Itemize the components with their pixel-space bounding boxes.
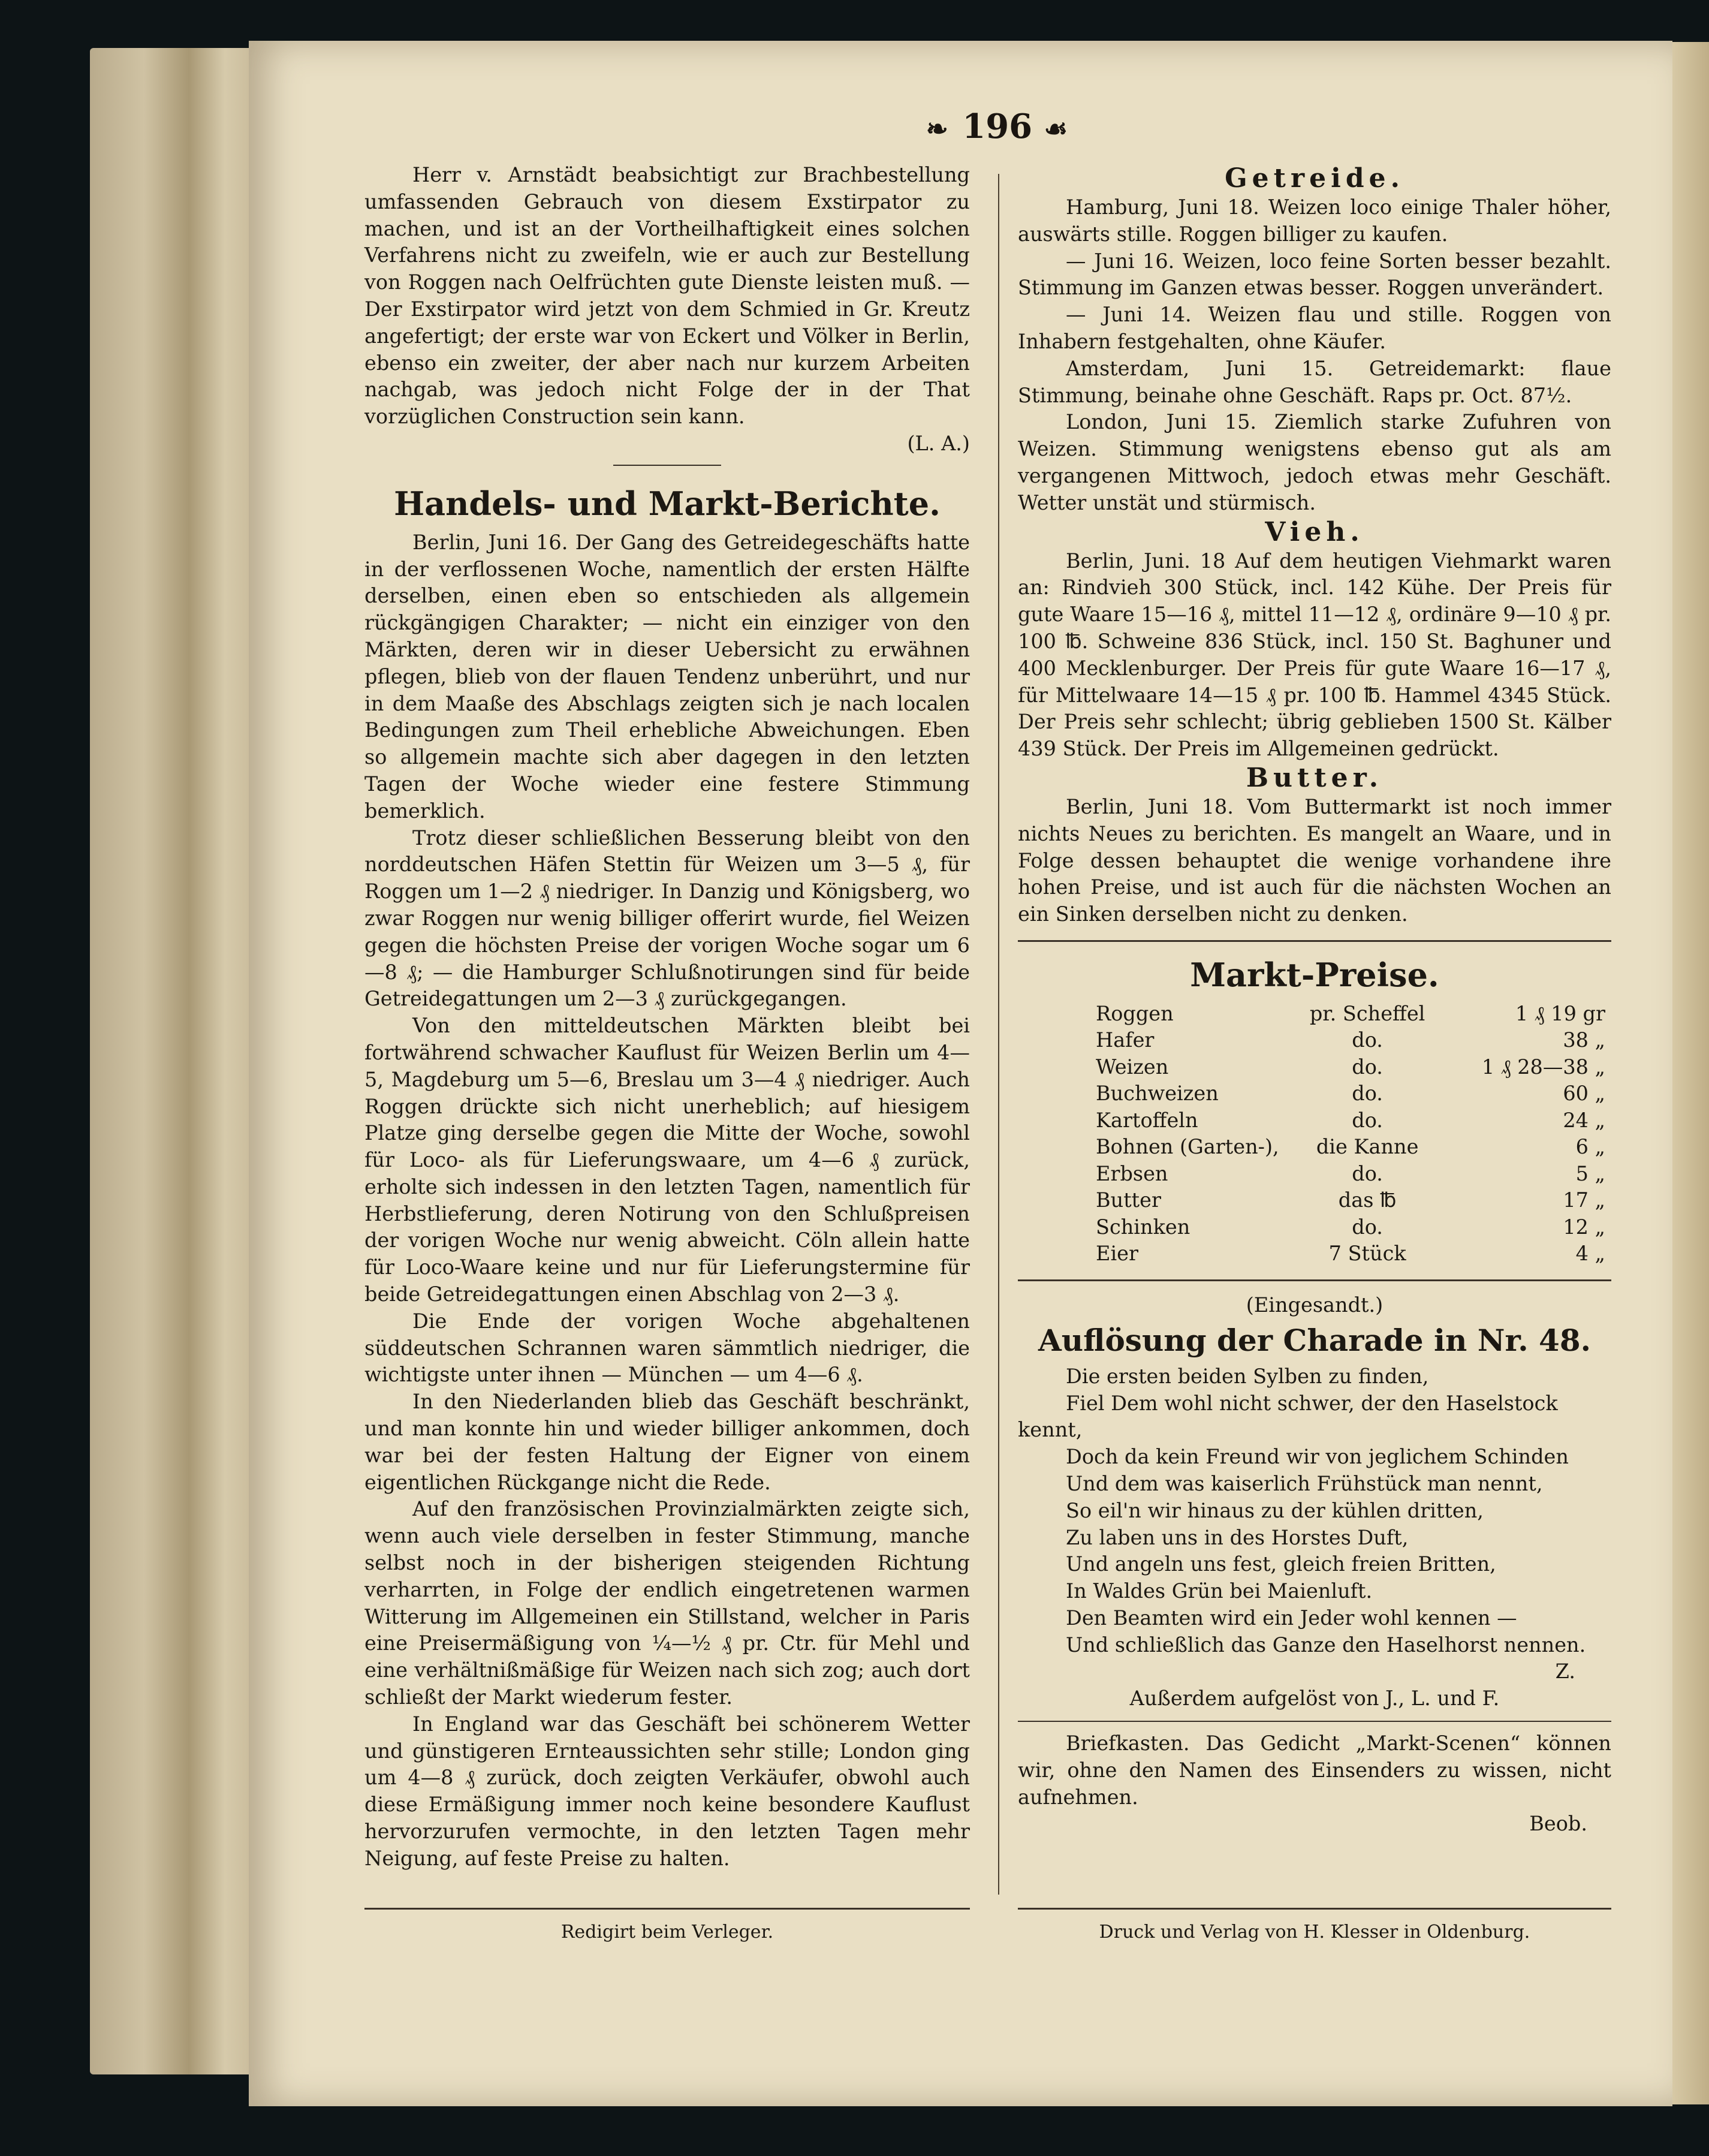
editor-footer: Redigirt beim Verleger. — [560, 1922, 774, 1943]
report-paragraph: Berlin, Juni 16. Der Gang des Getreidegeschäfts hatte in der verflossenen Woche, namentlich der ersten Hälfte derselben, einen eben so entschieden als allgemein rückgängigen Charakter; — nicht ein einziger von den Märkten, deren wir in dieser Uebersicht zu erwähnen pflegen, blieb von der flauen Tendenz unberührt, und nur in dem Maaße des Abschlags zeigten sich je nach localen Bedingungen zum Theil erhebliche Abweichungen. Eben so allgemein machte sich aber dagegen in den letzten Tagen der Woche wieder eine festere Stimmung bemerklich. — [364, 530, 970, 823]
price-price: 24 „ — [1563, 1108, 1605, 1132]
intro-signature: (L. A.) — [907, 431, 970, 455]
price-item: Kartoffeln — [1096, 1108, 1198, 1132]
price-unit: do. — [1352, 1161, 1383, 1185]
getreide-paragraph: Amsterdam, Juni 15. Getreidemarkt: flaue Stimmung, beinahe ohne Geschäft. Raps pr. Oct. 87½. — [1018, 356, 1611, 407]
price-row — [1090, 1054, 1611, 1081]
report-paragraph: Die Ende der vorigen Woche abgehaltenen süddeutschen Schrannen waren sämmtlich niedriger, die wichtigste unter ihnen — München — um 4—6 ₰. — [364, 1309, 970, 1387]
charade-line: Doch da kein Freund wir von jeglichem Schinden — [1066, 1445, 1569, 1469]
charade-line: Zu laben uns in des Horstes Duft, — [1066, 1525, 1409, 1549]
price-unit: do. — [1352, 1028, 1383, 1052]
briefkasten-signature: Beob. — [1529, 1812, 1587, 1836]
price-row — [1090, 1161, 1611, 1188]
price-item: Weizen — [1096, 1055, 1169, 1079]
charade-line: Fiel Dem wohl nicht schwer, der den Haselstock kennt, — [1018, 1391, 1558, 1442]
price-item: Schinken — [1096, 1215, 1190, 1239]
price-price: 17 „ — [1563, 1188, 1605, 1212]
short-divider — [613, 465, 721, 466]
price-item: Butter — [1096, 1188, 1161, 1212]
market-prices-table — [1090, 1001, 1611, 1267]
footer-rule — [364, 1908, 970, 1910]
price-unit: do. — [1352, 1082, 1383, 1106]
charade-poem — [1018, 1363, 1611, 1659]
price-price: 4 „ — [1575, 1242, 1605, 1266]
getreide-paragraph: — Juni 16. Weizen, loco feine Sorten besser bezahlt. Stimmung im Ganzen etwas besser. Roggen unverändert. — [1018, 249, 1611, 300]
report-paragraph: In den Niederlanden blieb das Geschäft beschränkt, und man konnte hin und wieder billiger ankommen, doch war bei der festen Haltung der Eigner von einem eigentlichen Rückgange nicht die Rede. — [364, 1390, 970, 1494]
butter-paragraph: Berlin, Juni 18. Vom Buttermarkt ist noch immer nichts Neues zu berichten. Es mangelt an Waare, und in Folge dessen behauptet die wenige vorhandene ihre hohen Preise, und ist auch für die nächsten Wochen an ein Sinken derselben nicht zu denken. — [1018, 794, 1611, 926]
charade-line: So eil'n wir hinaus zu der kühlen dritten, — [1066, 1498, 1484, 1522]
price-row — [1090, 1001, 1611, 1028]
section-divider — [1018, 940, 1611, 942]
section-heading: Handels- und Markt-Berichte. — [394, 484, 941, 523]
getreide-paragraph: London, Juni 15. Ziemlich starke Zufuhren von Weizen. Stimmung wenigstens ebenso gut als am vergangenen Mittwoch, jedoch etwas mehr Geschäft. Wetter unstät und stürmisch. — [1018, 410, 1611, 514]
getreide-heading: Getreide. — [1225, 163, 1404, 194]
report-paragraph: Auf den französischen Provinzialmärkten zeigte sich, wenn auch viele derselben in fester Stimmung, manche selbst noch in der bisherigen steigenden Richtung verharrten, in Folge der endlich eingetretenen warmen Witterung im Allgemeinen ein Stillstand, welcher in Paris eine Preisermäßigung von ¼—½ ₰ pr. Ctr. für Mehl und eine verhältnißmäßige für Weizen nach sich zog; auch dort schließt der Markt wiederum fester. — [364, 1497, 970, 1709]
price-price: 5 „ — [1575, 1161, 1605, 1185]
price-item: Bohnen (Garten-), — [1096, 1135, 1279, 1159]
vieh-paragraph: Berlin, Juni. 18 Auf dem heutigen Viehmarkt waren an: Rindvieh 300 Stück, incl. 142 Kühe. Der Preis für gute Waare 15—16 ₰, mittel 11—12 ₰, ordinäre 9—10 ₰ pr. 100 ℔. Schweine 836 Stück, incl. 150 St. Baghuner und 400 Mecklenburger. Der Preis für gute Waare 16—17 ₰, für Mittelwaare 14—15 ₰ pr. 100 ℔. Hammel 4345 Stück. Der Preis sehr schlecht; übrig geblieben 1500 St. Kälber 439 Stück. Der Preis im Allgemeinen gedrückt. — [1018, 549, 1611, 761]
briefkasten-paragraph: Briefkasten. Das Gedicht „Markt-Scenen“ können wir, ohne den Namen des Einsenders zu wissen, nicht aufnehmen. — [1018, 1732, 1611, 1809]
charade-line: Und angeln uns fest, gleich freien Britten, — [1066, 1552, 1496, 1576]
price-unit: pr. Scheffel — [1309, 1001, 1425, 1025]
price-item: Eier — [1096, 1242, 1139, 1266]
price-unit: die Kanne — [1316, 1135, 1419, 1159]
eingesandt-label: (Eingesandt.) — [1246, 1293, 1384, 1317]
report-paragraph: Trotz dieser schließlichen Besserung bleibt von den norddeutschen Häfen Stettin für Weizen um 3—5 ₰, für Roggen um 1—2 ₰ niedriger. In Danzig und Königsberg, wo zwar Roggen nur wenig billiger offerirt wurde, fiel Weizen gegen die höchsten Preise der vorigen Woche sogar um 6—8 ₰; — die Hamburger Schlußnotirungen sind für beide Getreidegattungen um 2—3 ₰ zurückgegangen. — [364, 826, 970, 1011]
charade-line: Die ersten beiden Sylben zu finden, — [1066, 1364, 1429, 1388]
price-row — [1090, 1027, 1611, 1054]
price-item: Hafer — [1096, 1028, 1155, 1052]
price-unit: do. — [1352, 1055, 1383, 1079]
section-divider — [1018, 1721, 1611, 1722]
charade-heading: Auflösung der Charade in Nr. 48. — [1038, 1322, 1592, 1358]
price-item: Buchweizen — [1096, 1082, 1219, 1106]
butter-heading: Butter. — [1246, 762, 1384, 793]
price-price: 38 „ — [1563, 1028, 1605, 1052]
page-number: ❧ 196 ☙ — [926, 107, 1071, 146]
price-row — [1090, 1214, 1611, 1241]
price-row — [1090, 1134, 1611, 1161]
price-price: 1 ₰ 28—38 „ — [1481, 1055, 1605, 1079]
next-page-edge — [1672, 42, 1709, 2104]
charade-line: Den Beamten wird ein Jeder wohl kennen — — [1066, 1606, 1517, 1630]
left-column — [364, 162, 970, 1872]
price-row — [1090, 1107, 1611, 1134]
footer-rule — [1018, 1908, 1611, 1910]
getreide-paragraph: — Juni 14. Weizen flau und stille. Roggen von Inhabern festgehalten, ohne Käufer. — [1018, 303, 1611, 353]
also-solved-note: Außerdem aufgelöst von J., L. und F. — [1129, 1687, 1500, 1711]
getreide-paragraph: Hamburg, Juni 18. Weizen loco einige Thaler höher, auswärts stille. Roggen billiger zu kaufen. — [1018, 195, 1611, 246]
ornament-right-icon: ☙ — [1044, 114, 1071, 144]
price-row — [1090, 1240, 1611, 1267]
ornament-left-icon: ❧ — [926, 114, 951, 144]
intro-paragraph: Herr v. Arnstädt beabsichtigt zur Brachbestellung umfassenden Gebrauch von diesem Exstirpator zu machen, und ist an der Vortheilhaftigkeit eines solchen Verfahrens nicht zu zweifeln, wie er auch zur Bestellung von Roggen nach Oelfrüchten gute Dienste leisten muß. — Der Exstirpator wird jetzt von dem Schmied in Gr. Kreutz angefertigt; der erste war von Eckert und Völker in Berlin, ebenso ein zweiter, der aber nach nur kurzem Arbeiten nachgab, was jedoch nicht Folge der in der That vorzüglichen Construction sein kann. — [364, 163, 970, 429]
price-item: Erbsen — [1096, 1161, 1168, 1185]
price-unit: 7 Stück — [1328, 1242, 1406, 1266]
book-page-edges — [90, 48, 270, 2074]
price-price: 60 „ — [1563, 1082, 1605, 1106]
charade-line: In Waldes Grün bei Maienluft. — [1066, 1579, 1373, 1603]
section-divider — [1018, 1279, 1611, 1281]
price-unit: do. — [1352, 1215, 1383, 1239]
printer-footer: Druck und Verlag von H. Klesser in Oldenburg. — [1099, 1922, 1530, 1943]
price-unit: das ℔ — [1338, 1188, 1397, 1212]
prices-heading: Markt-Preise. — [1190, 955, 1439, 994]
vieh-heading: Vieh. — [1265, 516, 1364, 547]
charade-line: Und dem was kaiserlich Frühstück man nennt, — [1066, 1471, 1543, 1495]
charade-signature: Z. — [1555, 1660, 1575, 1684]
price-price: 12 „ — [1563, 1215, 1605, 1239]
price-price: 1 ₰ 19 gr — [1515, 1001, 1605, 1025]
report-paragraph: Von den mitteldeutschen Märkten bleibt bei fortwährend schwacher Kauflust für Weizen Berlin um 4—5, Magdeburg um 5—6, Breslau um 3—4 ₰ niedriger. Auch Roggen drückte sich nicht unerheblich; auf hiesigem Platze ging derselbe gegen die Mitte der Woche, sowohl für Loco- als für Lieferungswaare, um 4—6 ₰ zurück, erholte sich indessen in den letzten Tagen, namentlich für Herbstlieferung, deren Notirung von den Schlußpreisen der vorigen Woche nur wenig abweicht. Cöln allein hatte für Loco-Waare keine und nur für Lieferungstermine für beide Getreidegattungen einen Abschlag von 2—3 ₰. — [364, 1014, 970, 1306]
price-unit: do. — [1352, 1108, 1383, 1132]
price-row — [1090, 1187, 1611, 1214]
report-paragraph: In England war das Geschäft bei schönerem Wetter und günstigeren Ernteaussichten sehr stille; London ging um 4—8 ₰ zurück, doch zeigten Verkäufer, obwohl auch diese Ermäßigung immer noch keine besondere Kauflust hervorzurufen vermochte, in den letzten Tagen mehr Neigung, auf feste Preise zu halten. — [364, 1712, 970, 1870]
column-divider — [998, 174, 999, 1895]
price-price: 6 „ — [1575, 1135, 1605, 1159]
price-row — [1090, 1080, 1611, 1107]
price-item: Roggen — [1096, 1001, 1174, 1025]
charade-line: Und schließlich das Ganze den Haselhorst nennen. — [1066, 1633, 1586, 1657]
right-column — [1018, 163, 1611, 1838]
